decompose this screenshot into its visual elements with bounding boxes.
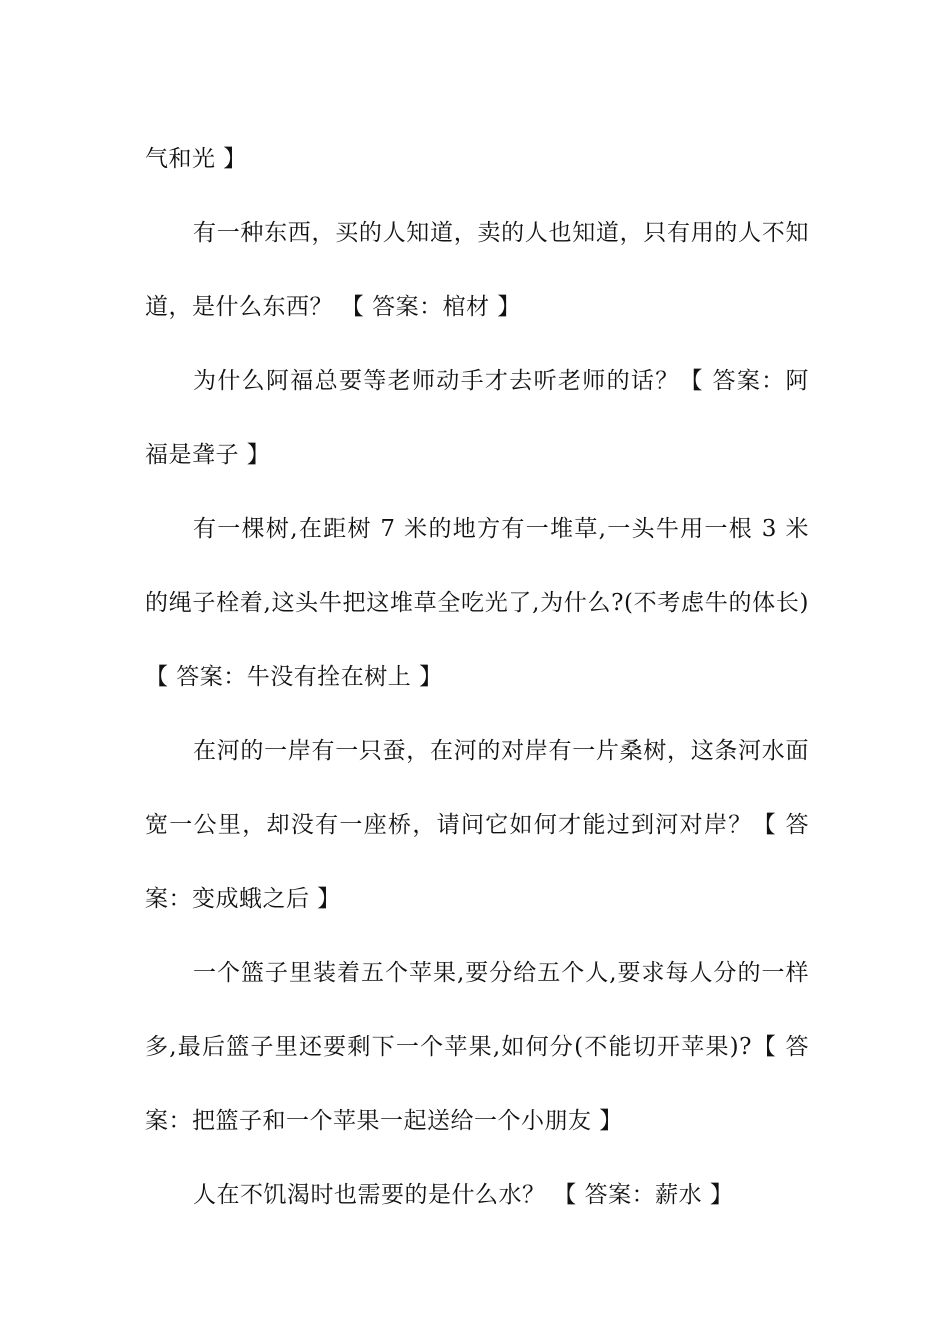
paragraph-riddle-deaf: 为什么阿福总要等老师动手才去听老师的话？【 答案：阿福是聋子 】 — [145, 368, 809, 468]
paragraph-riddle-apples: 一个篮子里装着五个苹果,要分给五个人,要求每人分的一样多,最后篮子里还要剩下一个苹果,如何分(不能切开苹果)?【 答案：把篮子和一个苹果一起送给一个小朋友 】 — [145, 960, 809, 1134]
paragraph-riddle-coffin: 有一种东西，买的人知道，卖的人也知道，只有用的人不知道，是什么东西？ 【 答案：棺材 】 — [145, 220, 809, 320]
paragraph-continuation: 气和光 】 — [145, 146, 247, 172]
paragraph-riddle-salary: 人在不饥渴时也需要的是什么水？ 【 答案：薪水 】 — [193, 1182, 734, 1208]
paragraph-riddle-cow: 有一棵树,在距树 7 米的地方有一堆草,一头牛用一根 3 米的绳子栓着,这头牛把这堆草全吃光了,为什么?(不考虑牛的体长) 【 答案：牛没有拴在树上 】 — [145, 516, 817, 690]
paragraph-riddle-silkworm: 在河的一岸有一只蚕，在河的对岸有一片桑树，这条河水面宽一公里，却没有一座桥，请问它如何才能过到河对岸？【 答案：变成蛾之后 】 — [145, 738, 809, 912]
document-body — [145, 122, 817, 1232]
